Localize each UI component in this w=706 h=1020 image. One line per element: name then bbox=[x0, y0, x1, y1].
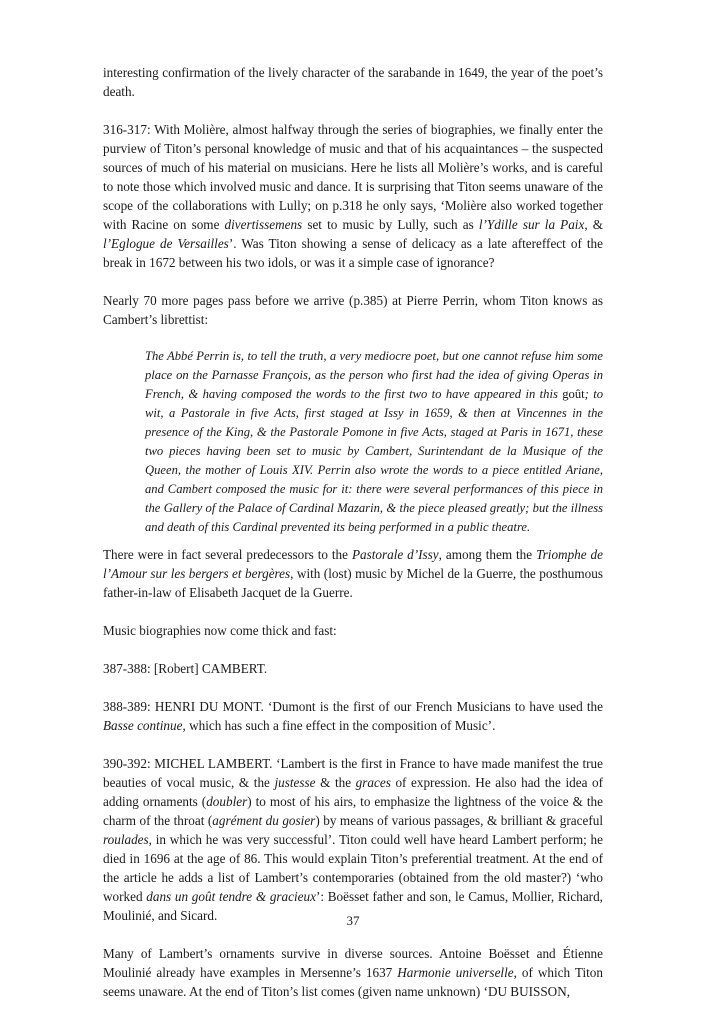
paragraph: interesting confirmation of the lively character of the sarabande in 1649, the year of the poet’s death. bbox=[103, 65, 603, 99]
document-body bbox=[103, 63, 603, 1020]
paragraph-dumont: 388-389: HENRI DU MONT. ‘Dumont is the first of our French Musicians to have used the Basse continue, which has such a fine effect in the composition of Music’. bbox=[103, 699, 603, 733]
page-number: 37 bbox=[346, 913, 360, 928]
paragraph-ornaments: Many of Lambert’s ornaments survive in diverse sources. Antoine Boësset and Étienne Moulinié already have examples in Mersenne’s 1637 Harmonie universelle, of which Titon seems unaware. At the end of Titon’s list comes (given name unknown) ‘DU BUISSON, bbox=[103, 946, 603, 999]
paragraph-moliere: 316-317: With Molière, almost halfway through the series of biographies, we finally enter the purview of Titon’s personal knowledge of music and that of his acquaintances – the suspected sources of much of his material on musicians. Here he lists all Molière’s works, and is careful to note those which involved music and dance. It is surprising that Titon seems unaware of the scope of the collaborations with Lully; on p.318 he only says, ‘Molière also worked together with Racine on some divertissemens set to music by Lully, such as l’Ydille sur la Paix, & l’Eglogue de Versailles’. Was Titon showing a sense of delicacy as a late aftereffect of the break in 1672 between his two idols, or was it a simple case of ignorance? bbox=[103, 122, 603, 270]
block-quote: The Abbé Perrin is, to tell the truth, a very mediocre poet, but one cannot refuse him some place on the Parnasse François, as the person who first had the idea of giving Operas in French, & having composed the words to the first two to have appeared in this goût; to wit, a Pastorale in five Acts, first staged at Issy in 1659, & then at Vincennes in the presence of the King, & the Pastorale Pomone in five Acts, staged at Paris in 1671, these two pieces having been set to music by Cambert, Surintendant de la Musique of the Queen, the mother of Louis XIV. Perrin also wrote the words to a piece entitled Ariane, and Cambert composed the music for it: there were several performances of this piece in the Gallery of the Palace of Cardinal Mazarin, & the piece pleased greatly; but the illness and death of this Cardinal prevented its being performed in a public theatre. bbox=[145, 349, 603, 534]
paragraph-perrin: Nearly 70 more pages pass before we arrive (p.385) at Pierre Perrin, whom Titon knows as Cambert’s librettist: bbox=[103, 293, 603, 327]
paragraph: Music biographies now come thick and fast: bbox=[103, 623, 337, 638]
paragraph-cambert: 387-388: [Robert] CAMBERT. bbox=[103, 661, 268, 676]
paragraph-predecessors: There were in fact several predecessors to the Pastorale d’Issy, among them the Triomphe de l’Amour sur les bergers et bergères, with (lost) music by Michel de la Guerre, the posthumous father-in-law of Elisabeth Jacquet de la Guerre. bbox=[103, 547, 604, 600]
paragraph-lambert: 390-392: MICHEL LAMBERT. ‘Lambert is the first in France to have made manifest the true beauties of vocal music, & the justesse & the graces of expression. He also had the idea of adding ornaments (doubler) to most of his airs, to emphasize the lightness of the voice & the charm of the throat (agrément du gosier) by means of various passages, & brilliant & graceful roulades, in which he was very successful’. Titon could well have heard Lambert perform; he died in 1696 at the age of 86. This would explain Titon’s preferential treatment. At the end of the article he adds a list of Lambert’s contemporaries (obtained from the old master?) ‘who worked dans un goût tendre & gracieux’: Boësset father and son, le Camus, Mollier, Richard, Moulinié, and Sicard. bbox=[103, 756, 604, 923]
